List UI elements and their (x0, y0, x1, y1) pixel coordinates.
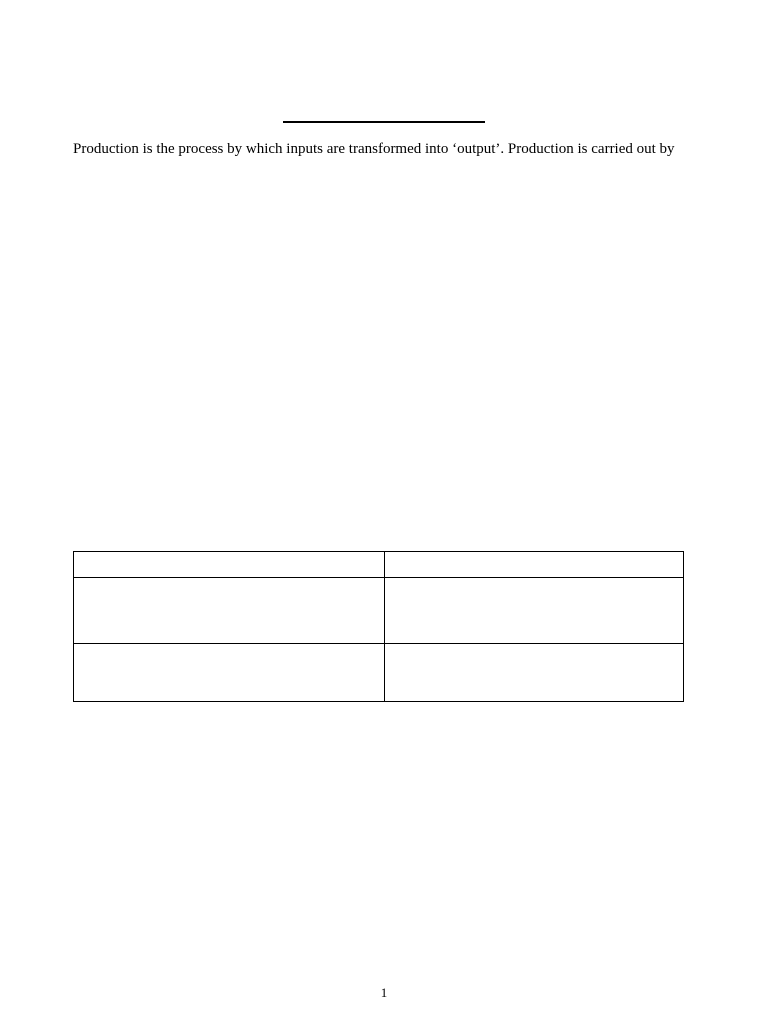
table-cell (74, 552, 385, 578)
page-number: 1 (380, 985, 388, 1000)
intro-paragraph: Production is the process by which inputs are transformed into ‘output’. Production is carried out by (73, 141, 675, 157)
table-row (74, 552, 684, 578)
table-cell (385, 644, 684, 702)
content-table (73, 551, 684, 702)
table-row (74, 644, 684, 702)
table-cell (385, 552, 684, 578)
table-row (74, 578, 684, 644)
title-underline (283, 121, 485, 123)
table-cell (74, 578, 385, 644)
table-cell (74, 644, 385, 702)
table-cell (385, 578, 684, 644)
